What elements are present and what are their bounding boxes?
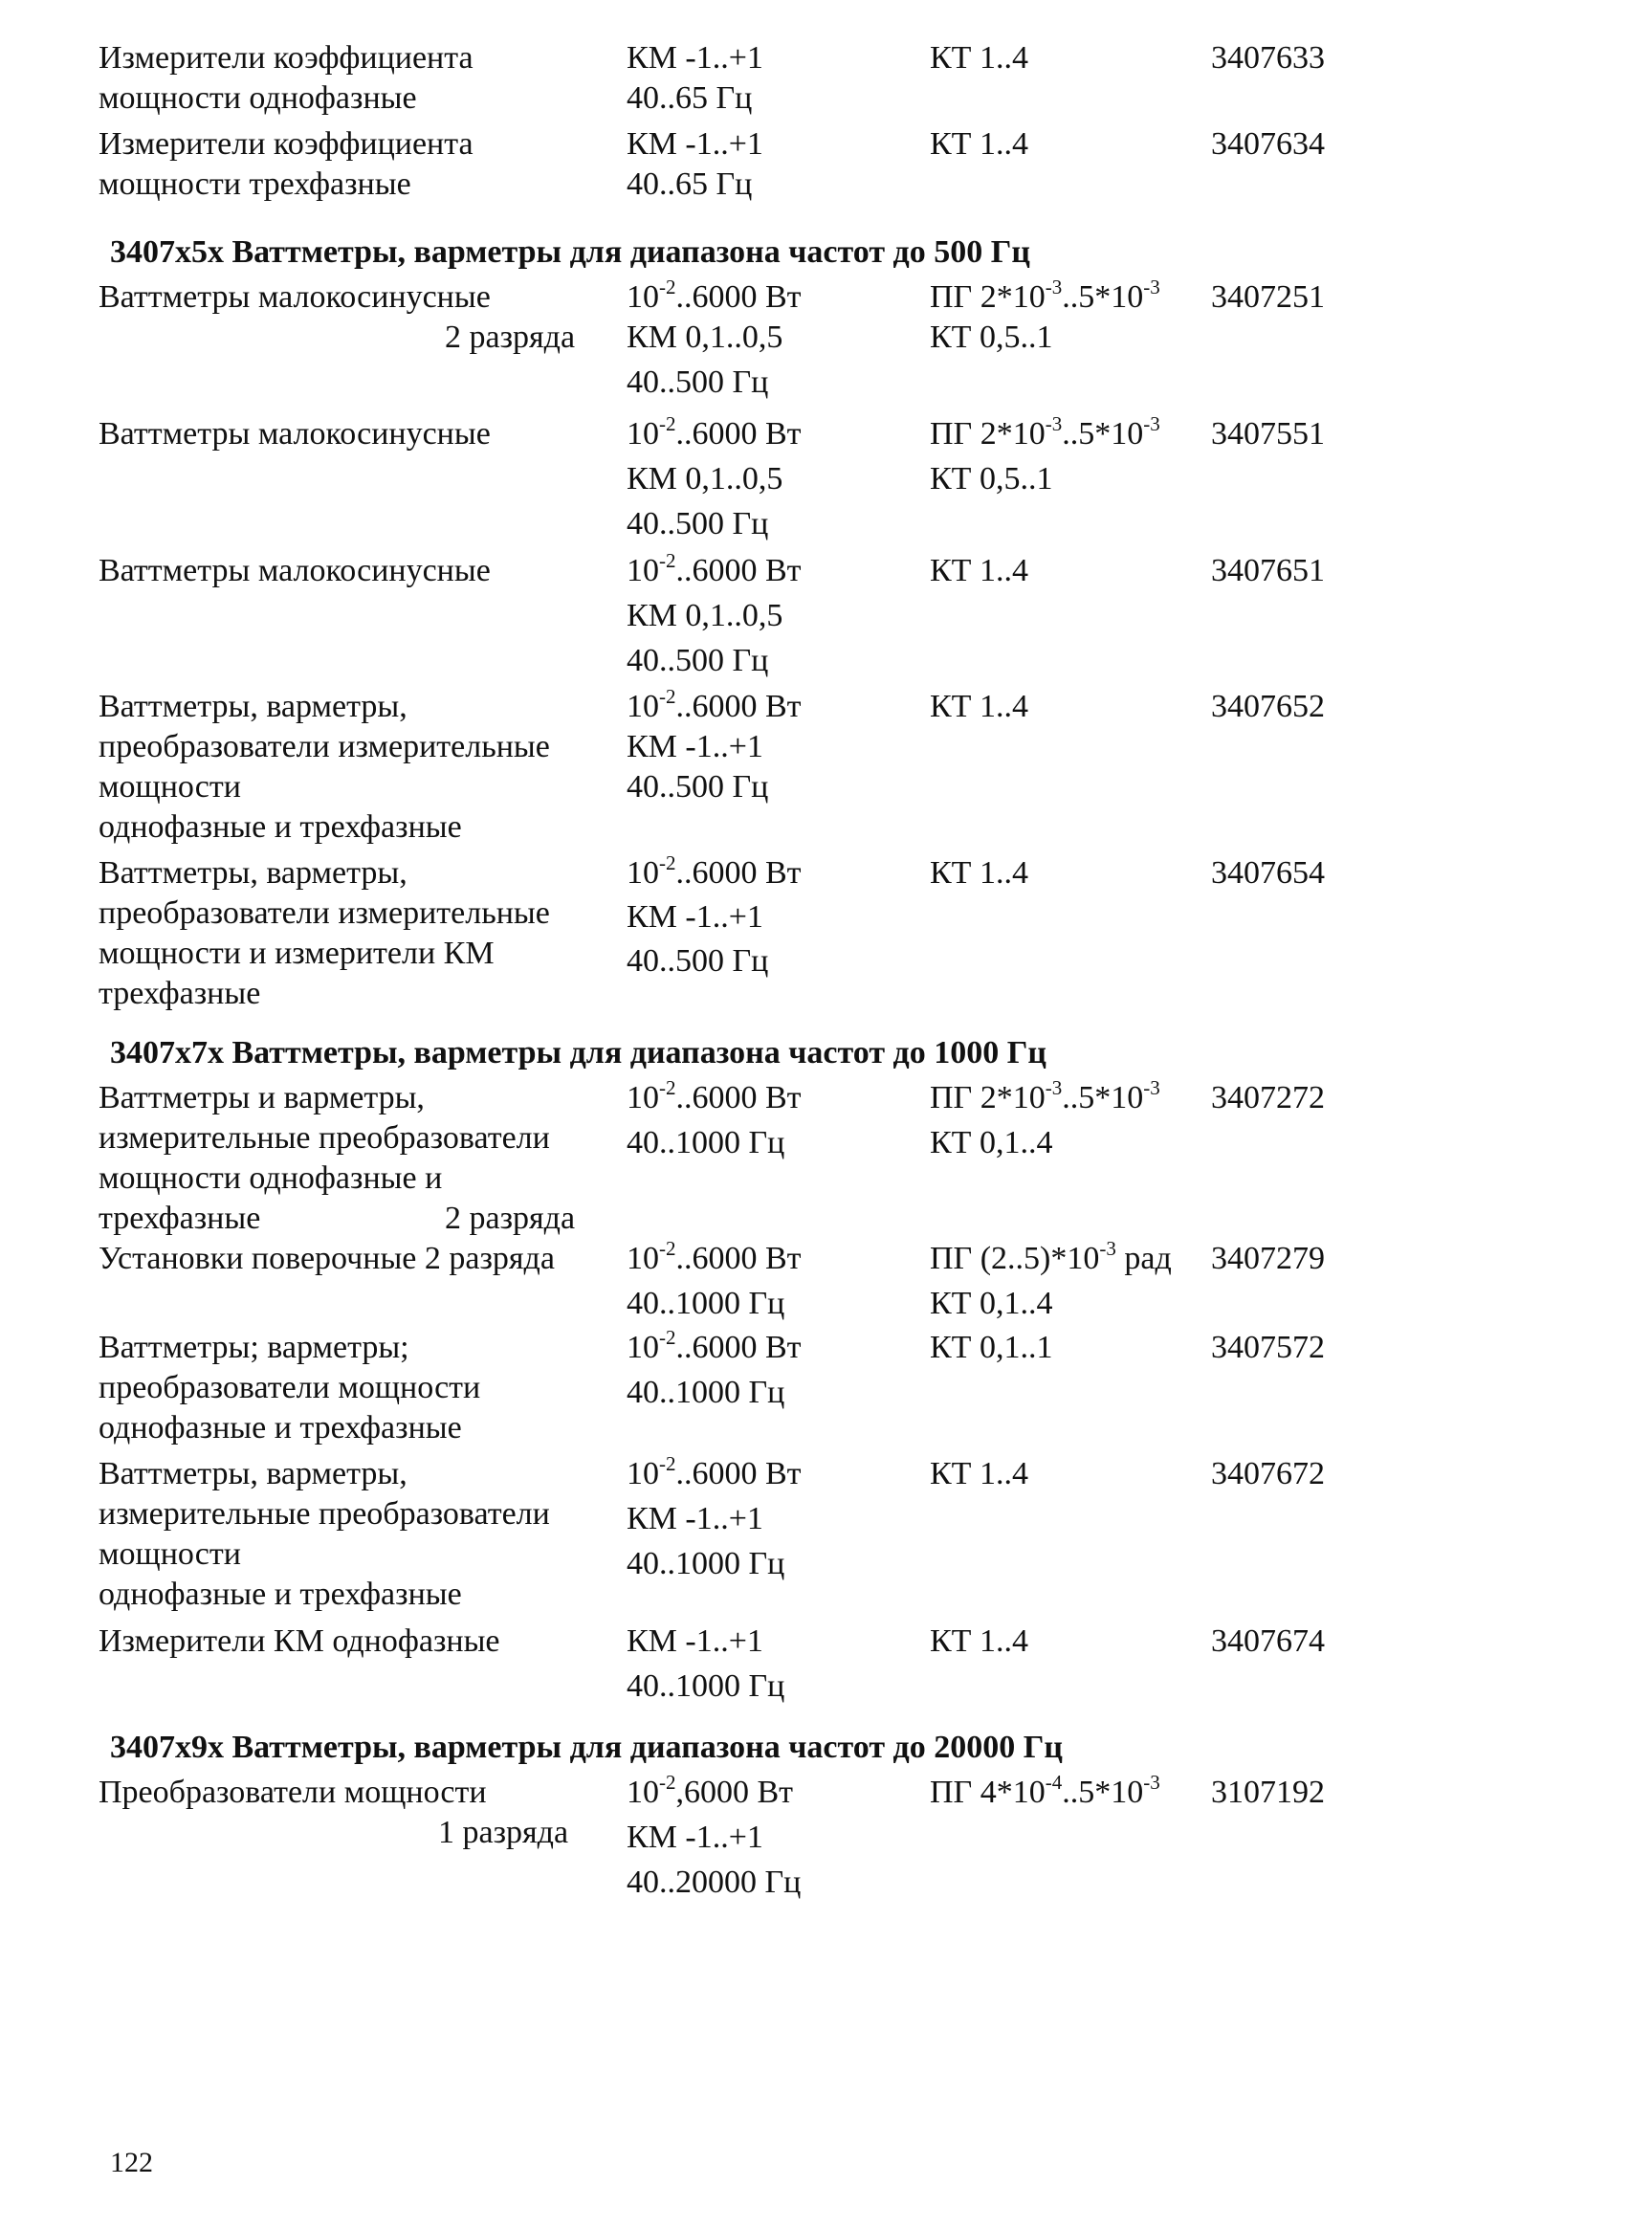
item-range-line: 40..1000 Гц — [627, 1375, 785, 1410]
section-heading: 3407x9x Ваттметры, варметры для диапазона частот до 20000 Гц — [110, 1730, 1063, 1765]
item-name-line: трехфазные — [99, 1201, 261, 1236]
item-range-line: КМ -1..+1 — [627, 899, 763, 935]
item-code: 3407652 — [1211, 689, 1325, 724]
item-range-line: КМ -1..+1 — [627, 1623, 763, 1659]
item-name-line: измерительные преобразователи — [99, 1120, 550, 1156]
item-range-line: 40..500 Гц — [627, 943, 769, 979]
item-code: 3407279 — [1211, 1241, 1325, 1276]
item-name-line: мощности однофазные — [99, 80, 417, 116]
section-heading: 3407x5x Ваттметры, варметры для диапазона частот до 500 Гц — [110, 234, 1030, 270]
item-name-line: Преобразователи мощности — [99, 1775, 487, 1810]
item-range-line: 40..500 Гц — [627, 643, 769, 678]
item-accuracy-line: ПГ $4*10^{-4}..5*10^{-3}$ — [930, 1771, 1160, 1810]
item-range-line: КМ 0,1..0,5 — [627, 598, 783, 633]
item-name-line: преобразователи мощности — [99, 1370, 481, 1405]
item-accuracy-line: КТ 1..4 — [930, 40, 1028, 76]
item-range-line: КМ -1..+1 — [627, 729, 763, 764]
item-name-line: мощности — [99, 769, 241, 805]
item-range-line: 40..20000 Гц — [627, 1865, 802, 1900]
item-code: 3407572 — [1211, 1330, 1325, 1365]
item-range-line: 40..500 Гц — [627, 364, 769, 400]
item-name-line: 2 разряда — [445, 320, 576, 355]
item-range-line: 40..500 Гц — [627, 506, 769, 541]
item-code: 3407672 — [1211, 1456, 1325, 1491]
item-accuracy-line: КТ 1..4 — [930, 1623, 1028, 1659]
item-name-line: Установки поверочные 2 разряда — [99, 1241, 555, 1276]
item-accuracy-line: ПГ $(2..5)*10^{-3}$ рад — [930, 1237, 1172, 1276]
item-accuracy-line: КТ 1..4 — [930, 689, 1028, 724]
item-accuracy-line: КТ 0,1..4 — [930, 1125, 1053, 1160]
item-name-line: Измерители КМ однофазные — [99, 1623, 500, 1659]
item-code: 3407634 — [1211, 126, 1325, 162]
item-range-line: 40..65 Гц — [627, 80, 753, 116]
item-code: 3407654 — [1211, 855, 1325, 891]
item-range-line: КМ 0,1..0,5 — [627, 461, 783, 497]
item-name-line: 1 разряда — [438, 1815, 569, 1850]
item-name-line: Ваттметры, варметры, — [99, 855, 407, 891]
item-range-line: $10^{-2}..6000$ Вт — [627, 1076, 802, 1115]
item-accuracy-line: КТ 1..4 — [930, 855, 1028, 891]
section-heading: 3407x7x Ваттметры, варметры для диапазона частот до 1000 Гц — [110, 1035, 1046, 1070]
item-range-line: 40..1000 Гц — [627, 1546, 785, 1581]
item-name-line: Ваттметры и варметры, — [99, 1080, 425, 1115]
item-range-line: $10^{-2}..6000$ Вт — [627, 412, 802, 452]
item-accuracy-line: КТ 1..4 — [930, 126, 1028, 162]
item-accuracy-line: КТ 1..4 — [930, 1456, 1028, 1491]
item-code: 3407674 — [1211, 1623, 1325, 1659]
item-name-line: однофазные и трехфазные — [99, 1410, 462, 1446]
item-range-line: $10^{-2}..6000$ Вт — [627, 685, 802, 724]
item-range-line: 40..65 Гц — [627, 166, 753, 202]
item-range-line: $10^{-2}..6000$ Вт — [627, 1452, 802, 1491]
item-code: 3407633 — [1211, 40, 1325, 76]
item-name-line: Ваттметры, варметры, — [99, 1456, 407, 1491]
item-range-line: $10^{-2}..6000$ Вт — [627, 1237, 802, 1276]
item-accuracy-line: КТ 0,1..4 — [930, 1286, 1053, 1321]
item-name-line: Ваттметры малокосинусные — [99, 553, 491, 588]
item-accuracy-line: КТ 0,1..1 — [930, 1330, 1053, 1365]
item-range-line: $10^{-2}..6000$ Вт — [627, 851, 802, 891]
item-code: 3407251 — [1211, 279, 1325, 315]
item-accuracy-line: ПГ $2*10^{-3}..5*10^{-3}$ — [930, 1076, 1160, 1115]
item-range-line: 40..500 Гц — [627, 769, 769, 805]
item-name-line: Ваттметры малокосинусные — [99, 416, 491, 452]
item-name-line: мощности трехфазные — [99, 166, 411, 202]
item-name-line: Ваттметры, варметры, — [99, 689, 407, 724]
item-range-line: КМ -1..+1 — [627, 1820, 763, 1855]
item-name-line: преобразователи измерительные — [99, 729, 550, 764]
item-code: 3107192 — [1211, 1775, 1325, 1810]
item-name-line: однофазные и трехфазные — [99, 809, 462, 845]
item-name-line: мощности однофазные и — [99, 1160, 443, 1196]
item-name-line: мощности — [99, 1536, 241, 1572]
page-number: 122 — [110, 2147, 153, 2178]
item-name-line: Ваттметры малокосинусные — [99, 279, 491, 315]
item-range-line: $10^{-2},6000$ Вт — [627, 1771, 794, 1810]
item-code: 3407272 — [1211, 1080, 1325, 1115]
item-range-line: КМ -1..+1 — [627, 40, 763, 76]
item-name-line: Измерители коэффициента — [99, 40, 474, 76]
item-range-line: $10^{-2}..6000$ Вт — [627, 276, 802, 315]
item-code: 3407551 — [1211, 416, 1325, 452]
item-accuracy-line: ПГ $2*10^{-3}..5*10^{-3}$ — [930, 412, 1160, 452]
item-name-line: 2 разряда — [445, 1201, 576, 1236]
item-accuracy-line: КТ 0,5..1 — [930, 461, 1053, 497]
item-accuracy-line: КТ 1..4 — [930, 553, 1028, 588]
item-name-line: преобразователи измерительные — [99, 895, 550, 931]
item-accuracy-line: КТ 0,5..1 — [930, 320, 1053, 355]
item-name-line: однофазные и трехфазные — [99, 1577, 462, 1612]
item-name-line: Измерители коэффициента — [99, 126, 474, 162]
item-code: 3407651 — [1211, 553, 1325, 588]
item-range-line: КМ 0,1..0,5 — [627, 320, 783, 355]
item-range-line: $10^{-2}..6000$ Вт — [627, 549, 802, 588]
item-range-line: 40..1000 Гц — [627, 1125, 785, 1160]
item-accuracy-line: ПГ $2*10^{-3}..5*10^{-3}$ — [930, 276, 1160, 315]
item-range-line: КМ -1..+1 — [627, 1501, 763, 1536]
item-range-line: 40..1000 Гц — [627, 1286, 785, 1321]
item-name-line: трехфазные — [99, 976, 261, 1011]
item-range-line: 40..1000 Гц — [627, 1668, 785, 1704]
item-range-line: $10^{-2}..6000$ Вт — [627, 1326, 802, 1365]
item-name-line: Ваттметры; варметры; — [99, 1330, 409, 1365]
item-name-line: мощности и измерители КМ — [99, 936, 495, 971]
item-range-line: КМ -1..+1 — [627, 126, 763, 162]
item-name-line: измерительные преобразователи — [99, 1496, 550, 1532]
